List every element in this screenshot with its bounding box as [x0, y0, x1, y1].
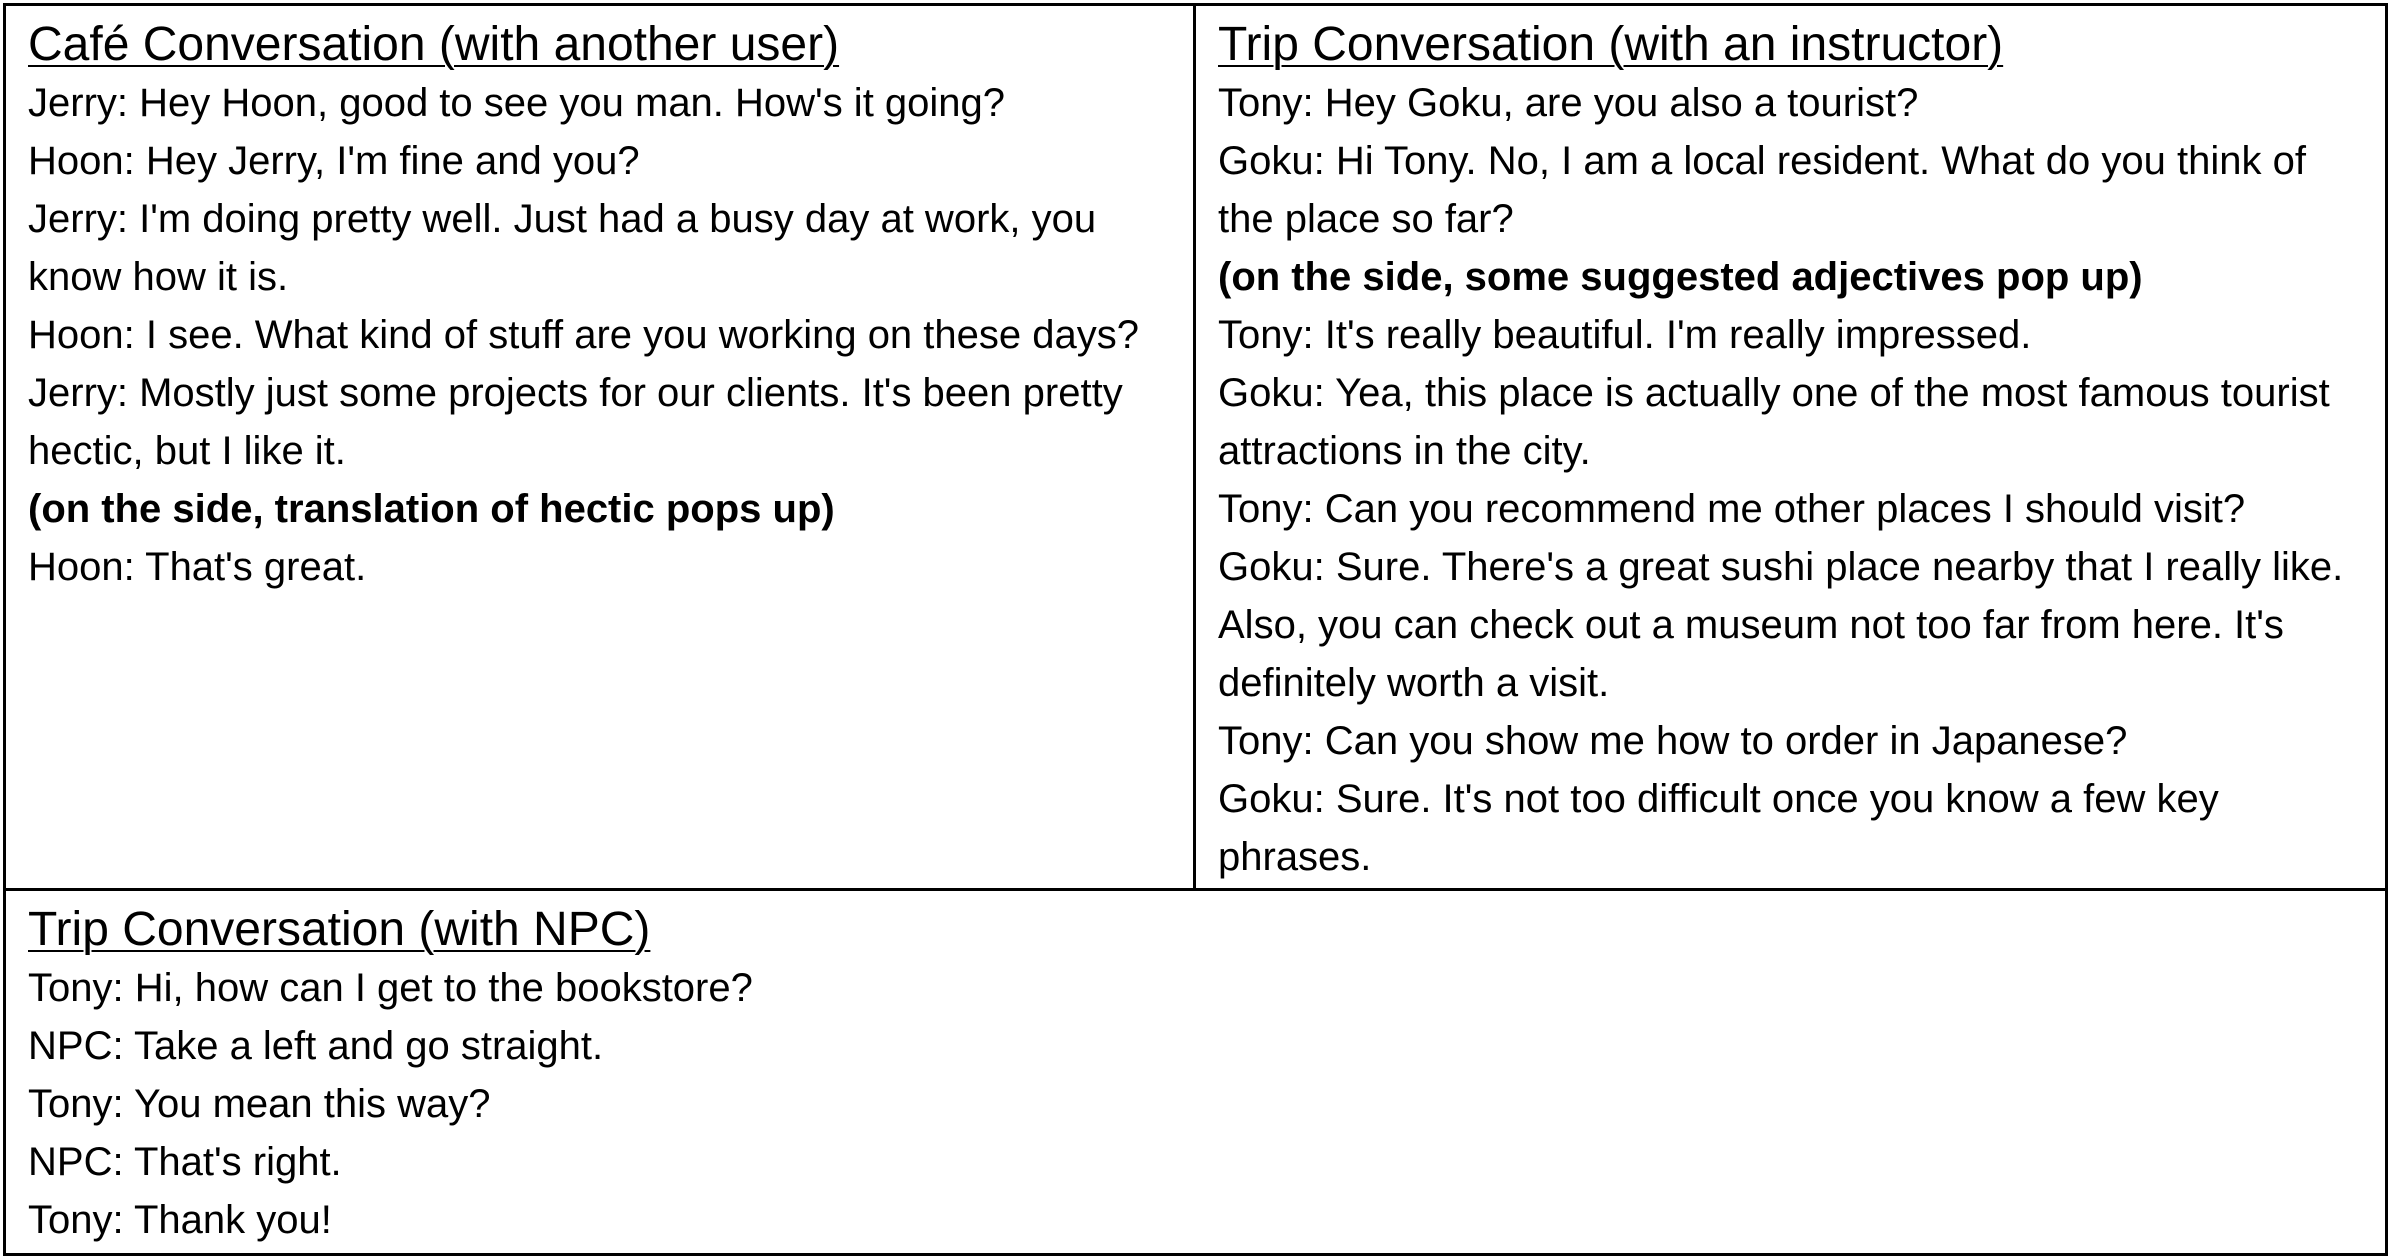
dialogue-line: Tony: It's really beautiful. I'm really impressed.	[1218, 313, 2032, 357]
dialogue-line: Hoon: That's great.	[28, 545, 367, 589]
conversation-table	[3, 3, 2388, 1256]
dialogue-line: Tony: Can you show me how to order in Japanese?	[1218, 719, 2128, 763]
dialogue-line: Goku: Hi Tony. No, I am a local resident. What do you think of the place so far?	[1218, 139, 2306, 241]
trip-instructor-conversation-lines	[1218, 74, 2363, 886]
trip-instructor-conversation-title: Trip Conversation (with an instructor)	[1218, 18, 2004, 71]
dialogue-line: Jerry: I'm doing pretty well. Just had a busy day at work, you know how it is.	[28, 197, 1097, 299]
dialogue-line: Jerry: Hey Hoon, good to see you man. How's it going?	[28, 81, 1006, 125]
trip-instructor-conversation-cell	[1195, 5, 2387, 890]
dialogue-line: Tony: You mean this way?	[28, 1082, 491, 1126]
dialogue-line: Tony: Thank you!	[28, 1198, 332, 1242]
trip-npc-conversation-title: Trip Conversation (with NPC)	[28, 903, 651, 956]
trip-npc-conversation-lines	[28, 959, 2363, 1249]
side-note-line: (on the side, translation of hectic pops up)	[28, 487, 835, 531]
dialogue-line: NPC: That's right.	[28, 1140, 342, 1184]
dialogue-line: Tony: Hey Goku, are you also a tourist?	[1218, 81, 1919, 125]
dialogue-line: Goku: Sure. There's a great sushi place nearby that I really like. Also, you can check out a museum not too far from here. It's definitely worth a visit.	[1218, 545, 2344, 705]
dialogue-line: Tony: Can you recommend me other places I should visit?	[1218, 487, 2246, 531]
dialogue-line: Jerry: Mostly just some projects for our clients. It's been pretty hectic, but I like it.	[28, 371, 1123, 473]
dialogue-line: Goku: Sure. It's not too difficult once you know a few key phrases.	[1218, 777, 2219, 879]
dialogue-line: Tony: Hi, how can I get to the bookstore?	[28, 966, 753, 1010]
trip-npc-conversation-cell	[5, 890, 2387, 1255]
cafe-conversation-cell	[5, 5, 1195, 890]
dialogue-line: Hoon: Hey Jerry, I'm fine and you?	[28, 139, 640, 183]
side-note-line: (on the side, some suggested adjectives pop up)	[1218, 255, 2143, 299]
cafe-conversation-title: Café Conversation (with another user)	[28, 18, 840, 71]
cafe-conversation-lines	[28, 74, 1171, 596]
dialogue-line: Hoon: I see. What kind of stuff are you working on these days?	[28, 313, 1139, 357]
dialogue-line: Goku: Yea, this place is actually one of the most famous tourist attractions in the city.	[1218, 371, 2330, 473]
dialogue-line: NPC: Take a left and go straight.	[28, 1024, 604, 1068]
